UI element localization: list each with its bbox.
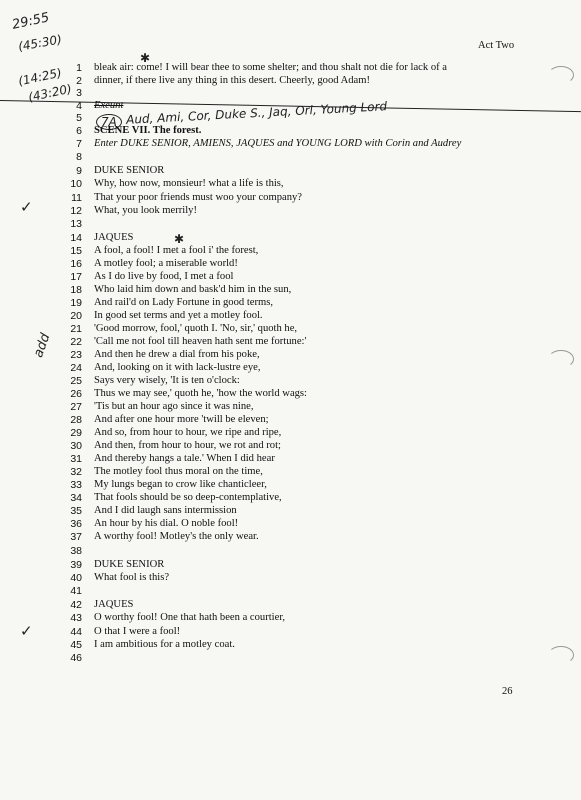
line-number: 41 [70,585,82,597]
speaker-name: JAQUES [94,599,134,610]
line-text: dinner, if there live any thing in this desert. Cheerly, good Adam! [94,75,371,86]
line-46 [0,652,581,664]
line-4 [0,100,581,112]
line-16 [0,258,581,270]
speaker-name: JAQUES [94,232,134,243]
line-number: 25 [70,375,82,387]
line-number: 16 [70,258,82,270]
line-number: 35 [70,505,82,517]
line-31 [0,453,581,465]
line-18 [0,284,581,296]
line-text: 'Good morrow, fool,' quoth I. 'No, sir,' quoth he, [94,323,298,334]
line-text: That fools should be so deep-contemplative, [94,492,282,503]
line-34 [0,492,581,504]
line-number: 43 [70,612,82,624]
line-text: And rail'd on Lady Fortune in good terms, [94,297,274,308]
line-text: An hour by his dial. O noble fool! [94,518,239,529]
line-text: A motley fool; a miserable world! [94,258,238,269]
line-8 [0,151,581,163]
line-37 [0,531,581,543]
handwritten-time-2: (45:30) [17,32,63,54]
line-text: The motley fool thus moral on the time, [94,466,263,477]
handwritten-cast-note: Aud, Ami, Cor, Duke S., Jaq, Orl, Young Lord [125,99,388,127]
line-23 [0,349,581,361]
line-number: 12 [70,205,82,217]
line-2 [0,75,581,87]
handwritten-time-1: 29:55 [10,10,51,33]
star-mark-1: ✱ [140,51,151,65]
line-13 [0,218,581,230]
line-text: O worthy fool! One that hath been a courtier, [94,612,286,623]
line-number: 9 [76,165,82,177]
line-text: And I did laugh sans intermission [94,505,237,516]
line-number: 44 [70,626,82,638]
line-text: Why, how now, monsieur! what a life is this, [94,178,284,189]
line-25 [0,375,581,387]
line-number: 31 [70,453,82,465]
scene-heading: SCENE VII. The forest. [94,125,202,136]
line-text: As I do live by food, I met a fool [94,271,234,282]
line-text: My lungs began to crow like chanticleer, [94,479,267,490]
line-number: 17 [70,271,82,283]
speaker-name: DUKE SENIOR [94,559,165,570]
line-number: 11 [71,192,82,204]
line-number: 37 [70,531,82,543]
line-number: 22 [70,336,82,348]
line-text: And then, from hour to hour, we rot and rot; [94,440,281,451]
line-number: 26 [70,388,82,400]
check-mark-11: ✓ [20,198,33,216]
line-number: 14 [70,232,82,244]
line-number: 18 [70,284,82,296]
line-number: 45 [70,639,82,651]
line-29 [0,427,581,439]
line-11 [0,192,581,204]
line-22 [0,336,581,348]
line-text: Who laid him down and bask'd him in the sun, [94,284,292,295]
line-44 [0,626,581,638]
line-number: 6 [76,125,82,137]
line-number: 33 [70,479,82,491]
line-text: bleak air: come! I will bear thee to some shelter; and thou shalt not die for lack of a [94,62,448,73]
line-38 [0,545,581,557]
line-number: 7 [76,138,82,150]
speaker-name: DUKE SENIOR [94,165,165,176]
line-text: And, looking on it with lack-lustre eye, [94,362,261,373]
line-number: 23 [70,349,82,361]
punch-hole-bottom [548,646,574,664]
line-text: Thus we may see,' quoth he, 'how the world wags: [94,388,308,399]
line-number: 10 [70,178,82,190]
line-number: 8 [76,151,82,163]
punch-hole-top [548,66,574,84]
line-text: O that I were a fool! [94,626,181,637]
line-number: 3 [76,87,82,99]
star-mark-15: ✱ [174,232,185,246]
line-number: 15 [70,245,82,257]
line-text: And after one hour more 'twill be eleven; [94,414,269,425]
line-text: A worthy fool! Motley's the only wear. [94,531,259,542]
line-number: 38 [70,545,82,557]
line-40 [0,572,581,584]
line-number: 27 [70,401,82,413]
line-text: That your poor friends must woo your company? [94,192,303,203]
line-text: And then he drew a dial from his poke, [94,349,260,360]
line-text: What fool is this? [94,572,170,583]
line-14 [0,232,581,244]
line-17 [0,271,581,283]
line-35 [0,505,581,517]
line-3 [0,87,581,99]
line-39 [0,559,581,571]
line-text: Exeunt [94,100,124,111]
line-28 [0,414,581,426]
line-27 [0,401,581,413]
line-number: 34 [70,492,82,504]
line-43 [0,612,581,624]
line-text: A fool, a fool! I met a fool i' the forest, [94,245,259,256]
line-42 [0,599,581,611]
line-number: 13 [70,218,82,230]
check-mark-44: ✓ [20,622,33,640]
line-text: I am ambitious for a motley coat. [94,639,235,650]
line-1 [0,62,581,74]
line-number: 42 [70,599,82,611]
line-number: 40 [70,572,82,584]
line-number: 24 [70,362,82,374]
line-text: And thereby hangs a tale.' When I did hear [94,453,275,464]
line-15 [0,245,581,257]
page-number: 26 [502,686,513,697]
handwritten-margin-note: add [31,331,54,360]
line-number: 5 [76,112,82,124]
line-number: 21 [70,323,82,335]
line-number: 2 [76,75,82,87]
line-number: 32 [70,466,82,478]
line-33 [0,479,581,491]
line-number: 29 [70,427,82,439]
line-number: 39 [70,559,82,571]
line-text: Says very wisely, 'It is ten o'clock: [94,375,240,386]
line-36 [0,518,581,530]
line-30 [0,440,581,452]
line-6 [0,125,581,137]
act-label: Act Two [478,40,515,51]
punch-hole-middle [548,350,574,368]
line-text: 'Tis but an hour ago since it was nine, [94,401,254,412]
line-24 [0,362,581,374]
line-text: In good set terms and yet a motley fool. [94,310,263,321]
line-19 [0,297,581,309]
line-number: 28 [70,414,82,426]
line-text: 'Call me not fool till heaven hath sent me fortune:' [94,336,307,347]
line-text: And so, from hour to hour, we ripe and ripe, [94,427,282,438]
line-7 [0,138,581,150]
line-20 [0,310,581,322]
handwritten-time-4: (43:20) [27,81,73,105]
line-number: 36 [70,518,82,530]
line-9 [0,165,581,177]
line-number: 4 [76,100,82,112]
line-21 [0,323,581,335]
line-number: 46 [70,652,82,664]
handwritten-cue-number: 7A [96,114,122,130]
line-number: 1 [76,62,82,74]
line-5 [0,112,581,124]
line-text: What, you look merrily! [94,205,197,216]
line-26 [0,388,581,400]
handwritten-time-3: (14:25) [17,65,63,89]
line-45 [0,639,581,651]
line-number: 19 [70,297,82,309]
line-12 [0,205,581,217]
line-32 [0,466,581,478]
line-41 [0,585,581,597]
line-number: 20 [70,310,82,322]
line-number: 30 [70,440,82,452]
stage-direction: Enter DUKE SENIOR, AMIENS, JAQUES and YOUNG LORD with Corin and Audrey [94,138,462,149]
line-10 [0,178,581,190]
